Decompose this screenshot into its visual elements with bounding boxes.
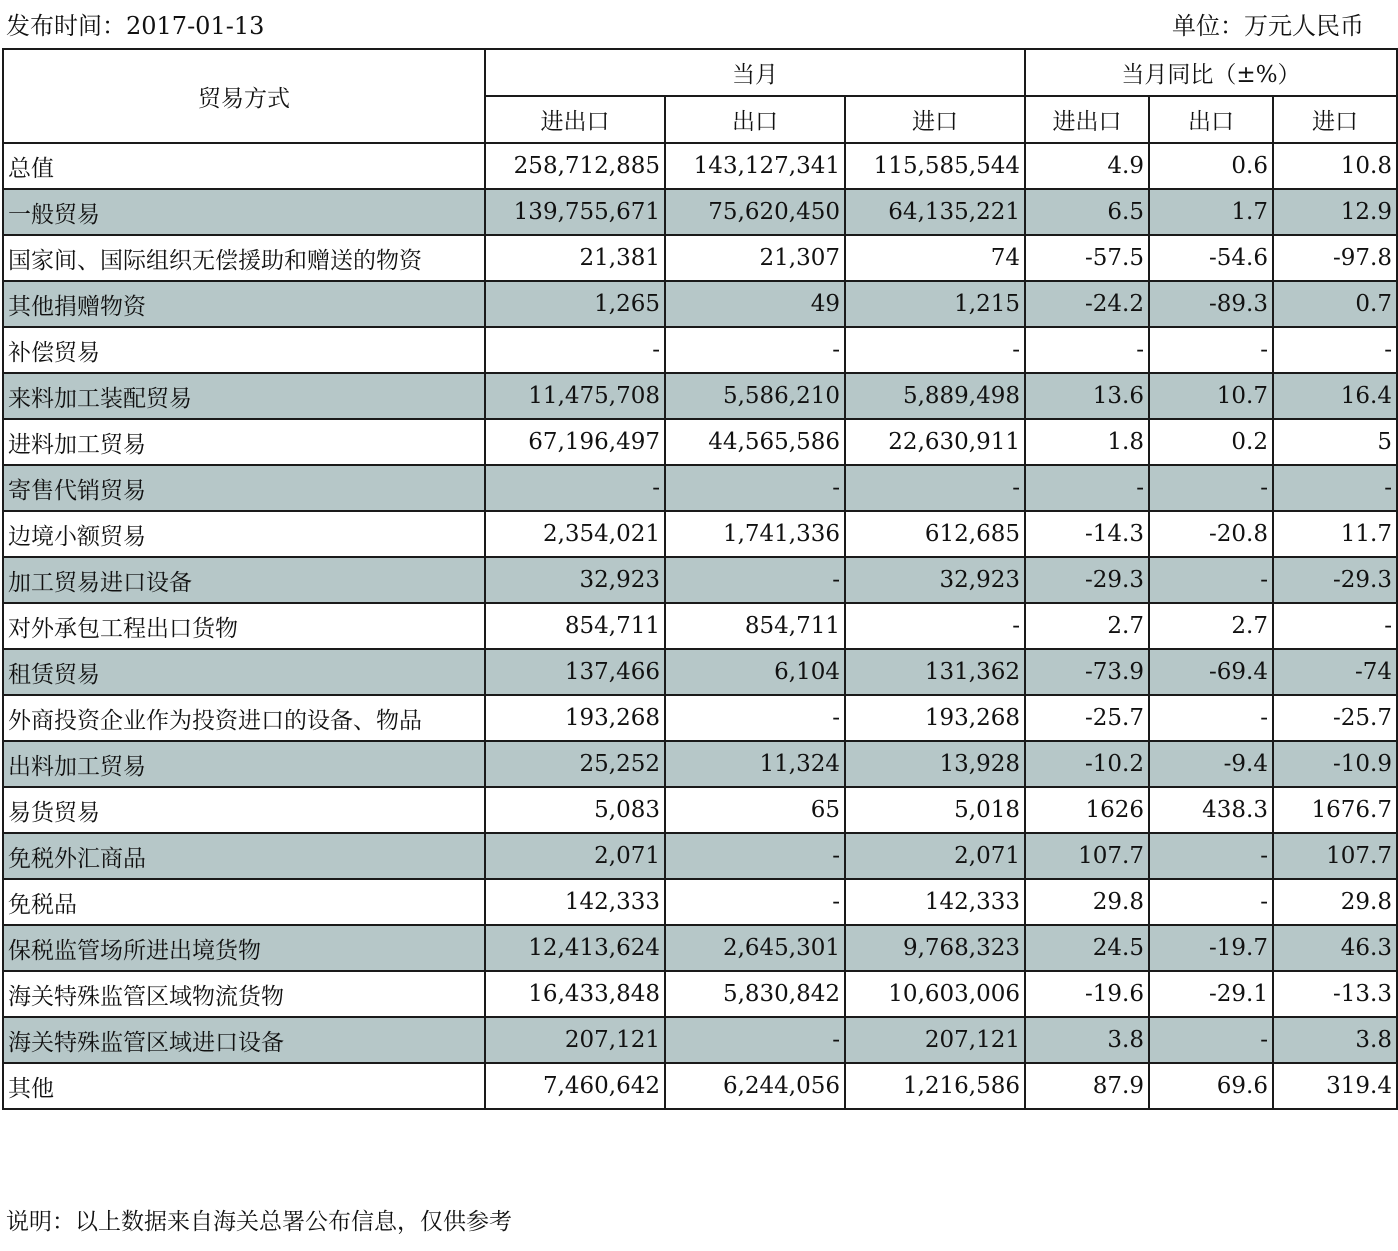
- table-cell: -25.7: [1273, 695, 1397, 741]
- table-cell: 74: [845, 235, 1025, 281]
- table-cell: 3.8: [1273, 1017, 1397, 1063]
- table-row: [3, 1017, 1397, 1063]
- table-cell: 193,268: [845, 695, 1025, 741]
- table-cell: 13,928: [845, 741, 1025, 787]
- col-header-yoy-export: 出口: [1149, 96, 1273, 143]
- table-cell: -25.7: [1025, 695, 1149, 741]
- table-cell: 32,923: [845, 557, 1025, 603]
- yoy-header: 当月同比（±%）: [1025, 49, 1397, 96]
- table-cell: 12,413,624: [485, 925, 665, 971]
- table-cell: 16,433,848: [485, 971, 665, 1017]
- row-label: 对外承包工程出口货物: [3, 603, 485, 649]
- table-cell: 1.7: [1149, 189, 1273, 235]
- table-cell: -73.9: [1025, 649, 1149, 695]
- table-cell: 854,711: [485, 603, 665, 649]
- table-cell: -74: [1273, 649, 1397, 695]
- table-cell: 5,830,842: [665, 971, 845, 1017]
- footnote: 说明：以上数据来自海关总署公布信息，仅供参考: [6, 1209, 512, 1235]
- table-cell: 2.7: [1149, 603, 1273, 649]
- row-label: 边境小额贸易: [3, 511, 485, 557]
- table-cell: 854,711: [665, 603, 845, 649]
- table-cell: 5: [1273, 419, 1397, 465]
- table-cell: -: [1149, 695, 1273, 741]
- table-cell: 13.6: [1025, 373, 1149, 419]
- table-cell: 22,630,911: [845, 419, 1025, 465]
- col-header-import: 进口: [845, 96, 1025, 143]
- table-cell: -: [845, 465, 1025, 511]
- row-label: 免税外汇商品: [3, 833, 485, 879]
- table-cell: -: [485, 327, 665, 373]
- table-cell: -29.1: [1149, 971, 1273, 1017]
- table-cell: 75,620,450: [665, 189, 845, 235]
- table-cell: 64,135,221: [845, 189, 1025, 235]
- table-row: [3, 557, 1397, 603]
- table-cell: 5,586,210: [665, 373, 845, 419]
- table-row: [3, 741, 1397, 787]
- table-cell: 6,244,056: [665, 1063, 845, 1109]
- table-row: [3, 971, 1397, 1017]
- table-cell: -19.6: [1025, 971, 1149, 1017]
- table-cell: 29.8: [1025, 879, 1149, 925]
- table-cell: 10,603,006: [845, 971, 1025, 1017]
- table-row: [3, 419, 1397, 465]
- table-cell: 67,196,497: [485, 419, 665, 465]
- table-cell: -: [665, 695, 845, 741]
- row-label: 海关特殊监管区域进口设备: [3, 1017, 485, 1063]
- table-cell: 11,324: [665, 741, 845, 787]
- table-cell: 0.2: [1149, 419, 1273, 465]
- table-cell: 25,252: [485, 741, 665, 787]
- table-row: [3, 465, 1397, 511]
- table-cell: -89.3: [1149, 281, 1273, 327]
- row-label: 出料加工贸易: [3, 741, 485, 787]
- row-label: 一般贸易: [3, 189, 485, 235]
- table-cell: 49: [665, 281, 845, 327]
- table-cell: 107.7: [1025, 833, 1149, 879]
- table-cell: 6.5: [1025, 189, 1149, 235]
- table-row: [3, 143, 1397, 189]
- table-cell: -: [485, 465, 665, 511]
- table-cell: -: [1025, 465, 1149, 511]
- table-cell: -: [1149, 557, 1273, 603]
- table-row: [3, 1063, 1397, 1109]
- table-cell: 2,071: [485, 833, 665, 879]
- table-cell: 32,923: [485, 557, 665, 603]
- row-label: 免税品: [3, 879, 485, 925]
- table-cell: 438.3: [1149, 787, 1273, 833]
- col-header-export: 出口: [665, 96, 845, 143]
- table-cell: -14.3: [1025, 511, 1149, 557]
- trade-mode-header: 贸易方式: [3, 49, 485, 143]
- table-cell: 142,333: [845, 879, 1025, 925]
- table-cell: 44,565,586: [665, 419, 845, 465]
- table-cell: 5,083: [485, 787, 665, 833]
- table-cell: -97.8: [1273, 235, 1397, 281]
- table-cell: 21,307: [665, 235, 845, 281]
- table-cell: 46.3: [1273, 925, 1397, 971]
- table-cell: -: [1149, 465, 1273, 511]
- table-cell: -69.4: [1149, 649, 1273, 695]
- table-cell: 5,018: [845, 787, 1025, 833]
- table-cell: -57.5: [1025, 235, 1149, 281]
- row-label: 进料加工贸易: [3, 419, 485, 465]
- table-cell: 4.9: [1025, 143, 1149, 189]
- row-label: 海关特殊监管区域物流货物: [3, 971, 485, 1017]
- table-cell: -: [665, 833, 845, 879]
- table-cell: 0.6: [1149, 143, 1273, 189]
- table-cell: 3.8: [1025, 1017, 1149, 1063]
- table-cell: -: [665, 557, 845, 603]
- row-label: 补偿贸易: [3, 327, 485, 373]
- table-cell: 0.7: [1273, 281, 1397, 327]
- publish-date: 发布时间：2017-01-13: [6, 12, 265, 40]
- table-cell: 2,071: [845, 833, 1025, 879]
- table-cell: 9,768,323: [845, 925, 1025, 971]
- row-label: 外商投资企业作为投资进口的设备、物品: [3, 695, 485, 741]
- table-cell: 612,685: [845, 511, 1025, 557]
- table-cell: -: [1149, 327, 1273, 373]
- row-label: 易货贸易: [3, 787, 485, 833]
- table-cell: 12.9: [1273, 189, 1397, 235]
- table-cell: 1676.7: [1273, 787, 1397, 833]
- table-cell: -10.9: [1273, 741, 1397, 787]
- table-cell: 142,333: [485, 879, 665, 925]
- row-label: 来料加工装配贸易: [3, 373, 485, 419]
- row-label: 加工贸易进口设备: [3, 557, 485, 603]
- table-row: [3, 373, 1397, 419]
- current-month-header: 当月: [485, 49, 1025, 96]
- table-cell: 107.7: [1273, 833, 1397, 879]
- table-row: [3, 695, 1397, 741]
- table-cell: 11,475,708: [485, 373, 665, 419]
- table-cell: 10.7: [1149, 373, 1273, 419]
- row-label: 其他: [3, 1063, 485, 1109]
- table-body: [3, 143, 1397, 1109]
- table-cell: -: [1149, 1017, 1273, 1063]
- table-cell: 11.7: [1273, 511, 1397, 557]
- table-cell: 87.9: [1025, 1063, 1149, 1109]
- trade-table: [2, 48, 1398, 1110]
- table-cell: -13.3: [1273, 971, 1397, 1017]
- table-cell: -9.4: [1149, 741, 1273, 787]
- table-cell: 65: [665, 787, 845, 833]
- table-cell: 207,121: [845, 1017, 1025, 1063]
- table-cell: 2,645,301: [665, 925, 845, 971]
- table-row: [3, 511, 1397, 557]
- table-cell: 258,712,885: [485, 143, 665, 189]
- table-cell: 2,354,021: [485, 511, 665, 557]
- col-header-yoy-total: 进出口: [1025, 96, 1149, 143]
- row-label: 租赁贸易: [3, 649, 485, 695]
- table-cell: 29.8: [1273, 879, 1397, 925]
- trade-table-container: [2, 48, 1398, 1110]
- col-header-yoy-import: 进口: [1273, 96, 1397, 143]
- table-row: [3, 649, 1397, 695]
- table-cell: 24.5: [1025, 925, 1149, 971]
- table-cell: 21,381: [485, 235, 665, 281]
- table-cell: 131,362: [845, 649, 1025, 695]
- table-row: [3, 235, 1397, 281]
- table-cell: -: [1025, 327, 1149, 373]
- table-row: [3, 879, 1397, 925]
- table-cell: -: [665, 465, 845, 511]
- table-cell: 193,268: [485, 695, 665, 741]
- header-row-groups: [3, 49, 1397, 96]
- table-cell: 1.8: [1025, 419, 1149, 465]
- table-cell: 137,466: [485, 649, 665, 695]
- table-cell: 2.7: [1025, 603, 1149, 649]
- table-cell: 5,889,498: [845, 373, 1025, 419]
- table-cell: 143,127,341: [665, 143, 845, 189]
- table-cell: 16.4: [1273, 373, 1397, 419]
- table-row: [3, 327, 1397, 373]
- row-label: 保税监管场所进出境货物: [3, 925, 485, 971]
- unit-label: 单位：万元人民币: [1172, 12, 1364, 40]
- col-header-total: 进出口: [485, 96, 665, 143]
- table-cell: 1,741,336: [665, 511, 845, 557]
- table-cell: 319.4: [1273, 1063, 1397, 1109]
- table-cell: -: [1273, 327, 1397, 373]
- row-label: 总值: [3, 143, 485, 189]
- table-cell: 7,460,642: [485, 1063, 665, 1109]
- table-cell: 207,121: [485, 1017, 665, 1063]
- row-label: 国家间、国际组织无偿援助和赠送的物资: [3, 235, 485, 281]
- table-cell: 10.8: [1273, 143, 1397, 189]
- table-cell: 69.6: [1149, 1063, 1273, 1109]
- table-cell: 6,104: [665, 649, 845, 695]
- table-cell: -: [845, 327, 1025, 373]
- table-cell: 1626: [1025, 787, 1149, 833]
- table-cell: 115,585,544: [845, 143, 1025, 189]
- row-label: 其他捐赠物资: [3, 281, 485, 327]
- table-cell: 1,216,586: [845, 1063, 1025, 1109]
- table-cell: -: [1273, 465, 1397, 511]
- table-row: [3, 833, 1397, 879]
- table-cell: -: [665, 1017, 845, 1063]
- table-row: [3, 603, 1397, 649]
- table-cell: 1,265: [485, 281, 665, 327]
- table-cell: -: [665, 327, 845, 373]
- table-cell: -29.3: [1273, 557, 1397, 603]
- table-cell: -: [665, 879, 845, 925]
- table-row: [3, 925, 1397, 971]
- table-cell: -: [1149, 879, 1273, 925]
- table-cell: -: [845, 603, 1025, 649]
- table-cell: -29.3: [1025, 557, 1149, 603]
- table-row: [3, 281, 1397, 327]
- table-cell: 139,755,671: [485, 189, 665, 235]
- row-label: 寄售代销贸易: [3, 465, 485, 511]
- table-cell: -: [1273, 603, 1397, 649]
- table-row: [3, 787, 1397, 833]
- table-cell: -10.2: [1025, 741, 1149, 787]
- table-cell: -20.8: [1149, 511, 1273, 557]
- table-cell: 1,215: [845, 281, 1025, 327]
- table-cell: -24.2: [1025, 281, 1149, 327]
- table-cell: -: [1149, 833, 1273, 879]
- table-cell: -19.7: [1149, 925, 1273, 971]
- table-cell: -54.6: [1149, 235, 1273, 281]
- table-row: [3, 189, 1397, 235]
